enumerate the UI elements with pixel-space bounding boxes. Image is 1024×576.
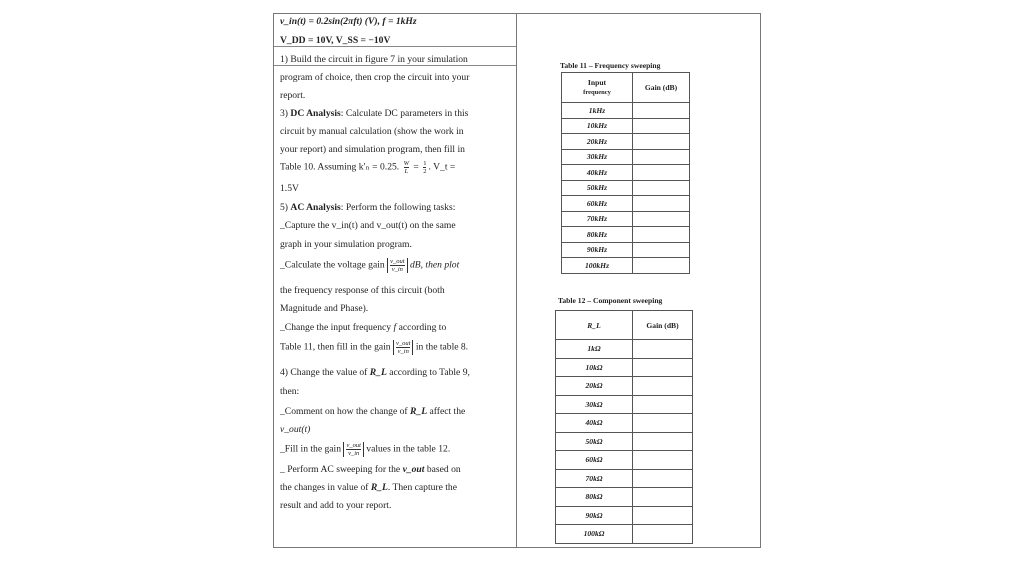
gain-cell[interactable]: [633, 118, 690, 134]
resistance-cell: 90kΩ: [556, 506, 633, 525]
step-text: f: [393, 322, 397, 333]
table-row: [562, 103, 690, 119]
step-text: 4) Change the value of: [280, 367, 370, 378]
frequency-cell: 90kHz: [562, 242, 633, 258]
frequency-sweep-table: [561, 72, 690, 274]
step-text: _Fill in the gain: [280, 443, 344, 455]
step-text: according to: [396, 322, 447, 333]
gain-cell[interactable]: [633, 506, 693, 525]
gain-cell[interactable]: [633, 211, 690, 227]
step-text: . Then capture the: [387, 482, 457, 493]
step-text: . V_t =: [428, 161, 456, 173]
resistance-cell: 10kΩ: [556, 358, 633, 377]
step-text: : Perform the following tasks:: [340, 202, 456, 213]
component-sweep-table: [555, 310, 693, 544]
frequency-cell: 100kHz: [562, 258, 633, 274]
w-over-l-fraction: [402, 160, 411, 175]
step-text: values in the table 12.: [363, 443, 451, 455]
step1-line: report.: [280, 90, 306, 101]
step-text: in the table 8.: [413, 341, 469, 353]
table-row: [556, 469, 693, 488]
gain-cell[interactable]: [633, 469, 693, 488]
fraction-denominator: L: [404, 168, 409, 175]
step4-line: [280, 367, 470, 379]
step-text: R_L: [370, 482, 388, 493]
table-row: [556, 488, 693, 507]
gain-cell[interactable]: [633, 340, 693, 359]
resistance-cell: 80kΩ: [556, 488, 633, 507]
step-heading: AC Analysis: [290, 202, 341, 213]
gain-cell[interactable]: [633, 258, 690, 274]
step3-line: your report) and simulation program, then fill in: [280, 144, 465, 155]
gain-cell[interactable]: [633, 414, 693, 433]
gain-cell[interactable]: [633, 165, 690, 181]
resistance-cell: 40kΩ: [556, 414, 633, 433]
gain-cell[interactable]: [633, 377, 693, 396]
step4-line: v_out(t): [280, 424, 311, 435]
step3-line: circuit by manual calculation (show the work in: [280, 126, 464, 137]
step1-line: 1) Build the circuit in figure 7 in your simulation: [280, 54, 468, 65]
frequency-cell: 40kHz: [562, 165, 633, 181]
step-text: based on: [424, 464, 461, 475]
step-text: R_L: [410, 406, 428, 417]
input-frequency-header: [562, 73, 633, 103]
step4-line: [280, 406, 465, 418]
table-row: [562, 134, 690, 150]
step3-line: [280, 160, 455, 175]
step-text: _Calculate the voltage gain: [280, 259, 388, 271]
step5-line: graph in your simulation program.: [280, 239, 412, 250]
gain-fraction: [393, 340, 413, 355]
table-row: [562, 227, 690, 243]
resistance-cell: 50kΩ: [556, 432, 633, 451]
step-text: Table 10. Assuming k′ₙ = 0.25.: [280, 161, 402, 173]
table-header-row: [562, 73, 690, 103]
table-row: [556, 414, 693, 433]
table-row: [562, 258, 690, 274]
table-row: [556, 340, 693, 359]
fraction-numerator: W: [403, 160, 410, 167]
step5-line: [280, 322, 446, 334]
step-text: =: [411, 161, 422, 173]
gain-cell[interactable]: [633, 134, 690, 150]
step-text: the changes in value of: [280, 482, 371, 493]
step-text: R_L: [369, 367, 387, 378]
column-divider: [516, 14, 517, 547]
fraction-numerator: 1: [423, 160, 427, 167]
gain-cell[interactable]: [633, 358, 693, 377]
step-text: _Comment on how the change of: [280, 406, 411, 417]
frequency-cell: 50kHz: [562, 180, 633, 196]
step-text: : Calculate DC parameters in this: [340, 108, 469, 119]
table-row: [562, 165, 690, 181]
fraction-numerator: v_out: [396, 340, 411, 347]
gain-header: Gain (dB): [633, 311, 693, 340]
table-row: [562, 211, 690, 227]
table-row: [562, 149, 690, 165]
step5-line: the frequency response of this circuit (both: [280, 285, 445, 296]
step4-line: [280, 464, 461, 476]
table-row: [556, 506, 693, 525]
gain-cell[interactable]: [633, 488, 693, 507]
table-row: [556, 395, 693, 414]
step4-line: result and add to your report.: [280, 500, 392, 511]
step-text: _ Perform AC sweeping for the: [280, 464, 403, 475]
frequency-cell: 10kHz: [562, 118, 633, 134]
fraction-numerator: v_out: [390, 258, 405, 265]
resistance-cell: 20kΩ: [556, 377, 633, 396]
header-text: Input: [587, 78, 607, 87]
frequency-cell: 60kHz: [562, 196, 633, 212]
step-number: 5): [280, 202, 291, 213]
step-text: v_out: [402, 464, 425, 475]
gain-header: Gain (dB): [633, 73, 690, 103]
step-text: Table 11, then fill in the gain: [280, 341, 394, 353]
step-text: dB, then plot: [407, 259, 460, 271]
supply-equation: V_DD = 10V, V_SS = −10V: [280, 35, 391, 46]
gain-cell[interactable]: [633, 149, 690, 165]
step-number: 3): [280, 108, 291, 119]
resistance-cell: 60kΩ: [556, 451, 633, 470]
resistance-cell: 100kΩ: [556, 525, 633, 544]
step-text: affect the: [427, 406, 466, 417]
fraction-denominator: 2: [423, 168, 427, 175]
step4-line: [280, 482, 457, 494]
gain-cell[interactable]: [633, 395, 693, 414]
frequency-cell: 30kHz: [562, 149, 633, 165]
table-row: [556, 377, 693, 396]
gain-cell[interactable]: [633, 242, 690, 258]
gain-cell[interactable]: [633, 451, 693, 470]
step5-line: _Capture the v_in(t) and v_out(t) on the same: [280, 220, 456, 231]
gain-cell[interactable]: [633, 432, 693, 451]
table-row: [562, 118, 690, 134]
frequency-cell: 70kHz: [562, 211, 633, 227]
table-header-row: [556, 311, 693, 340]
signal-equation: v_in(t) = 0.2sin(2πft) (V), f = 1kHz: [280, 16, 417, 27]
table-row: [562, 180, 690, 196]
step3-line: 1.5V: [280, 183, 299, 194]
step1-line: program of choice, then crop the circuit into your: [280, 72, 470, 83]
fraction-denominator: v_in: [391, 266, 403, 273]
resistance-cell: 1kΩ: [556, 340, 633, 359]
fraction-denominator: v_in: [397, 348, 409, 355]
resistance-cell: 70kΩ: [556, 469, 633, 488]
step4-line: then:: [280, 386, 300, 397]
gain-cell[interactable]: [633, 227, 690, 243]
table-row: [562, 242, 690, 258]
step-text: _Change the input frequency: [280, 322, 394, 333]
step5-line: [280, 258, 459, 273]
table-row: [556, 432, 693, 451]
step5-line: [280, 202, 455, 214]
fraction-denominator: v_in: [348, 450, 360, 457]
gain-fraction: [387, 258, 407, 273]
gain-fraction: [343, 442, 363, 457]
table-row: [556, 451, 693, 470]
table-row: [556, 525, 693, 544]
step4-line: [280, 442, 450, 457]
gain-cell[interactable]: [633, 103, 690, 119]
gain-cell[interactable]: [633, 180, 690, 196]
resistance-cell: 30kΩ: [556, 395, 633, 414]
table11-caption: Table 11 – Frequency sweeping: [560, 61, 661, 70]
gain-cell[interactable]: [633, 525, 693, 544]
step-text: according to Table 9,: [386, 367, 470, 378]
step5-line: Magnitude and Phase).: [280, 303, 369, 314]
table-row: [562, 196, 690, 212]
frequency-cell: 80kHz: [562, 227, 633, 243]
rl-header: R_L: [556, 311, 633, 340]
gain-cell[interactable]: [633, 196, 690, 212]
fraction-numerator: v_out: [346, 442, 361, 449]
table-row: [556, 358, 693, 377]
header-text: frequency: [583, 89, 611, 96]
step-heading: DC Analysis: [290, 108, 341, 119]
step3-line: [280, 108, 468, 120]
frequency-cell: 20kHz: [562, 134, 633, 150]
table12-caption: Table 12 – Component sweeping: [558, 296, 663, 305]
step5-line: [280, 340, 468, 355]
frequency-cell: 1kHz: [562, 103, 633, 119]
